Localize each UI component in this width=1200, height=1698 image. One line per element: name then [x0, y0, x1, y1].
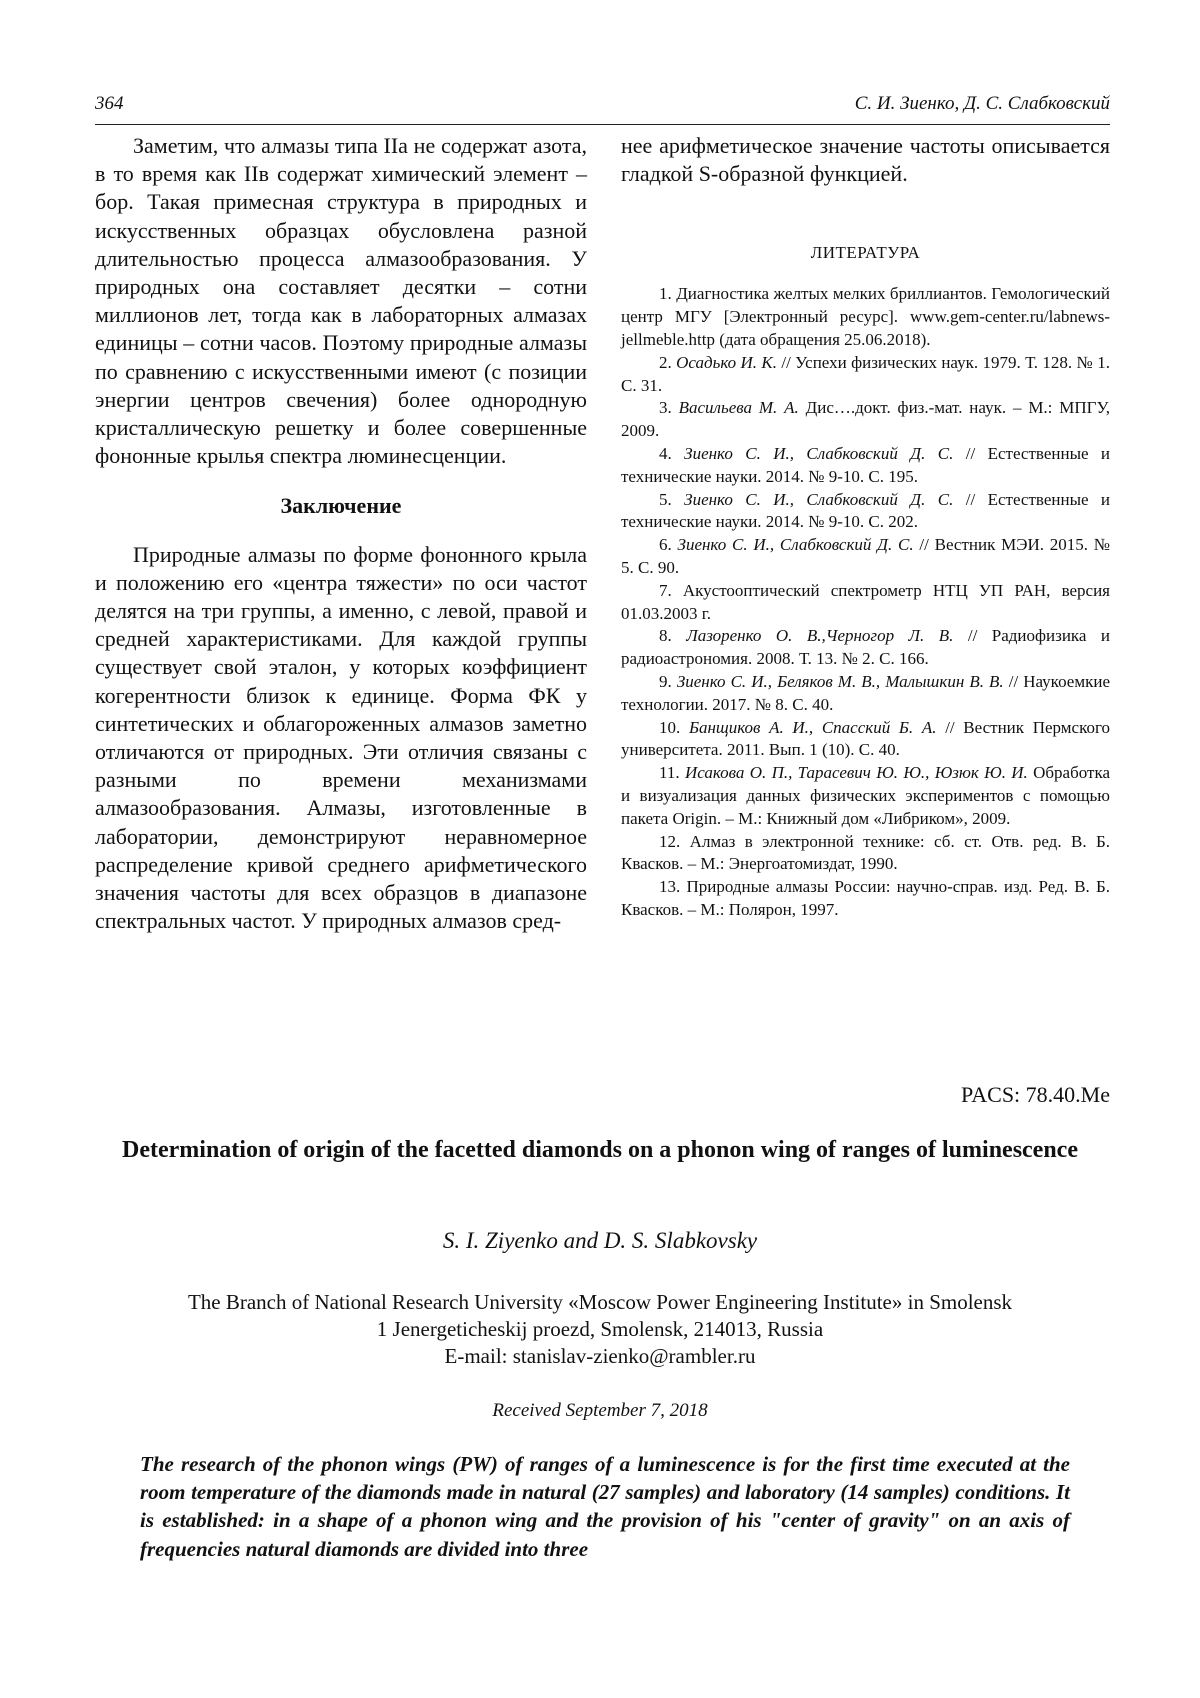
reference-text: Обработка и визуализация данных физических экспериментов с помощью пакета Origin. – М.: Книжный дом «Либриком», 2009. [621, 763, 1110, 828]
continued-paragraph: нее арифметическое значение частоты описывается гладкой S-образной функцией. [621, 133, 1110, 187]
english-title: Determination of origin of the facetted diamonds on a phonon wing of ranges of luminescence [122, 1137, 1078, 1163]
received-date: Received September 7, 2018 [492, 1400, 708, 1421]
reference-list [621, 283, 1110, 921]
reference-number: 4. [659, 443, 672, 463]
reference-item [621, 876, 1110, 922]
reference-text: Алмаз в электронной технике: сб. ст. Отв. ред. В. Б. Квасков. – М.: Энергоатомиздат, 1990. [621, 831, 1110, 874]
reference-text: // Вестник Пермского университета. 2011. Вып. 1 (10). С. 40. [621, 717, 1111, 760]
reference-authors: Зиенко С. И., Слабковский Д. С. [684, 443, 954, 463]
body-paragraph: Заметим, что алмазы типа IIа не содержат азота, в то время как IIв содержат химический элемент – бор. Такая примесная структура в природных и искусственных образцах обусловлена разной длительностью процесса алмазообразования. У природных она составляет десятки – сотни миллионов лет, тогда как в лабораторных алмазах единицы – сотни часов. Поэтому природные алмазы по сравнению с искусственными имеют (с позиции энергии центров свечения) более однородную кристаллическую решетку и более совершенные фононные крылья спектра люминесценции. [95, 133, 587, 469]
reference-authors: Осадько И. К. [676, 352, 777, 372]
reference-item [621, 397, 1110, 443]
reference-item [621, 352, 1110, 398]
reference-text: // Успехи физических наук. 1979. Т. 128. № 1. С. 31. [621, 352, 1110, 395]
affiliation [60, 1289, 1140, 1370]
conclusion-paragraph: Природные алмазы по форме фононного крыла и положению его «центра тяжести» по оси частот делятся на три группы, а именно, с левой, правой и средней характеристиками. Для каждой группы существует свой эталон, у которых коэффициент когерентности близок к единице. Форма ФК у синтетических и облагороженных алмазов заметно отличаются от природных. Эти отличия связаны с разными по времени механизмами алмазообразования. Алмазы, изготовленные в лаборатории, демонстрируют неравномерное распределение кривой среднего арифметического значения частоты для всех образцов в диапазоне спектральных частот. У природных алмазов сред- [95, 541, 587, 934]
reference-text: // Естественные и технические науки. 2014. № 9-10. С. 195. [621, 443, 1111, 486]
reference-number: 6. [659, 535, 672, 555]
reference-item [621, 671, 1110, 717]
reference-item [621, 717, 1110, 763]
reference-number: 2. [659, 352, 672, 372]
reference-authors: Васильева М. А. [678, 398, 799, 418]
reference-authors: Банщиков А. И., Спасский Б. А. [688, 717, 937, 737]
reference-text: // Наукоемкие технологии. 2017. № 8. С. 40. [621, 671, 1110, 714]
running-authors: С. И. Зиенко, Д. С. Слабковский [854, 93, 1110, 114]
reference-number: 7. [659, 580, 672, 600]
reference-authors: Лазоренко О. В.,Черногор Л. В. [686, 626, 954, 646]
english-authors: S. I. Ziyenko and D. S. Slabkovsky [442, 1228, 758, 1253]
reference-number: 3. [659, 398, 672, 418]
affiliation-institution: The Branch of National Research University «Moscow Power Engineering Institute» in Smolensk [187, 1290, 1013, 1314]
reference-text: Акустооптический спектрометр НТЦ УП РАН, версия 01.03.2003 г. [621, 580, 1111, 623]
reference-number: 11. [659, 763, 680, 783]
reference-number: 1. [659, 284, 672, 304]
reference-number: 13. [659, 877, 681, 897]
reference-number: 10. [659, 717, 681, 737]
reference-item [621, 443, 1110, 489]
reference-item [621, 625, 1110, 671]
reference-item [621, 580, 1110, 626]
left-column [95, 132, 587, 935]
section-title-conclusion: Заключение [280, 493, 402, 519]
page-number: 364 [95, 93, 124, 114]
reference-number: 12. [659, 831, 681, 851]
reference-text: // Естественные и технические науки. 2014. № 9-10. С. 202. [621, 489, 1111, 532]
english-abstract: The research of the phonon wings (PW) of ranges of a luminescence is for the first time executed at the room temperature of the diamonds made in natural (27 samples) and laboratory (14 samples) conditions. It is established: in a shape of a phonon wing and the provision of his "center of gravity" on an axis of frequencies natural diamonds are divided into three [140, 1452, 1070, 1561]
reference-number: 5. [659, 489, 672, 509]
running-header [95, 88, 1110, 125]
reference-item [621, 534, 1110, 580]
right-column [621, 132, 1110, 922]
reference-number: 8. [659, 626, 672, 646]
reference-text: Природные алмазы России: научно-справ. изд. Ред. В. Б. Квасков. – М.: Полярон, 1997. [621, 877, 1111, 919]
reference-text: Диагностика желтых мелких бриллиантов. Гемологический центр МГУ [Электронный ресурс]. www.gem-center.ru/labnews-jellmeble.http (дата обращения 25.06.2018). [621, 284, 1110, 349]
reference-text: // Вестник МЭИ. 2015. № 5. С. 90. [621, 535, 1111, 577]
reference-number: 9. [659, 671, 672, 691]
reference-authors: Исакова О. П., Тарасевич Ю. Ю., Юзюк Ю. И. [684, 763, 1028, 783]
reference-authors: Зиенко С. И., Слабковский Д. С. [684, 489, 954, 509]
reference-authors: Зиенко С. И., Беляков М. В., Малышкин В. В. [676, 671, 1004, 691]
references-heading: ЛИТЕРАТУРА [810, 243, 921, 263]
reference-item [621, 762, 1110, 830]
affiliation-address: 1 Jenergeticheskij proezd, Smolensk, 214013, Russia [376, 1317, 824, 1341]
reference-item [621, 489, 1110, 535]
reference-item [621, 831, 1110, 877]
affiliation-email[interactable]: E-mail: stanislav-zienko@rambler.ru [444, 1344, 756, 1368]
reference-authors: Зиенко С. И., Слабковский Д. С. [677, 535, 914, 555]
reference-text: // Радиофизика и радиоастрономия. 2008. Т. 13. № 2. С. 166. [621, 626, 1111, 669]
pacs-code: PACS: 78.40.Me [961, 1082, 1110, 1107]
reference-text: Дис….докт. физ.-мат. наук. – М.: МПГУ, 2009. [621, 398, 1110, 441]
reference-item [621, 283, 1110, 351]
